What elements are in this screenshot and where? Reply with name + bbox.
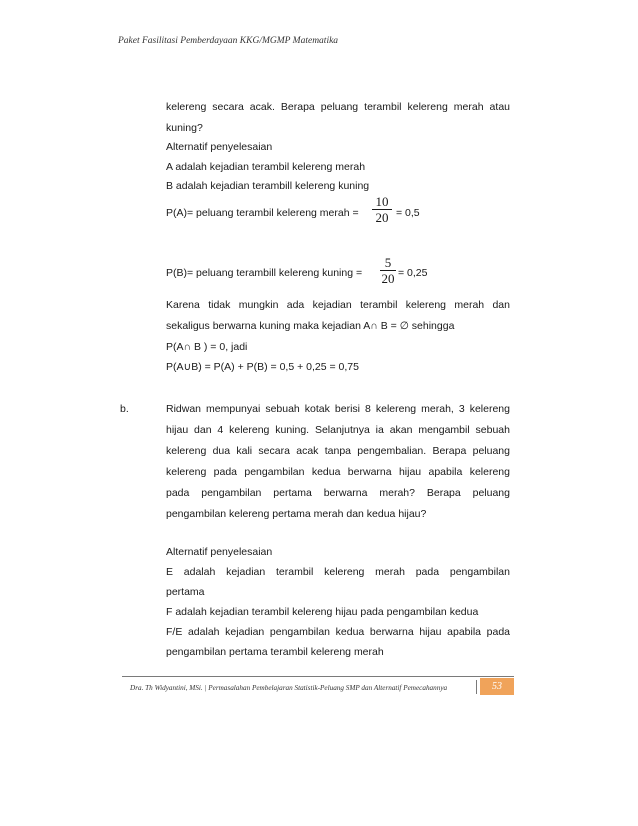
pa-denominator: 20 [375, 210, 389, 225]
intro-line-1: kelereng secara acak. Berapa peluang terambil kelereng merah atau [166, 101, 510, 113]
solution-heading-a: Alternatif penyelesaian [166, 141, 273, 153]
pa-result: = 0,5 [396, 207, 420, 219]
pb-label: P(B)= peluang terambill kelereng kuning = [166, 267, 363, 279]
page-number: 53 [480, 678, 514, 695]
pa-numerator: 10 [375, 194, 389, 209]
intro-line-2: kuning? [166, 122, 203, 134]
definition-fe-line-2: pengambilan pertama terambil kelereng merah [166, 646, 384, 658]
question-line-5: pada pengambilan pertama berwarna merah? Berapa peluang [166, 487, 510, 499]
pb-result: = 0,25 [398, 267, 428, 279]
footer-text: Dra. Th Widyantini, MSi. | Permasalahan Pembelajaran Statistik-Peluang SMP dan Alternatif Pemecahannya [130, 684, 448, 692]
definition-e-line-2: pertama [166, 586, 205, 598]
question-line-2: hijau dan 4 kelereng kuning. Selanjutnya ia akan mengambil sebuah [166, 424, 510, 436]
definition-f: F adalah kejadian terambil kelereng hijau pada pengambilan kedua [166, 606, 479, 618]
footer-rule [122, 676, 514, 677]
reason-line-1: Karena tidak mungkin ada kejadian terambil kelereng merah dan [166, 299, 510, 311]
pa-fraction [372, 194, 392, 226]
reason-line-2: sekaligus berwarna kuning maka kejadian A∩ B = ∅ sehingga [166, 320, 455, 332]
pb-numerator: 5 [384, 255, 392, 270]
definition-a: A adalah kejadian terambil kelereng merah [166, 161, 366, 173]
pb-denominator: 20 [381, 271, 395, 286]
item-marker-b: b. [120, 403, 129, 415]
footer-separator [476, 680, 477, 694]
intersection-line: P(A∩ B ) = 0, jadi [166, 341, 248, 353]
pa-label: P(A)= peluang terambil kelereng merah = [166, 207, 359, 219]
question-line-4: kelereng pada pengambilan kedua berwarna hijau apabila kelereng [166, 466, 510, 478]
question-line-1: Ridwan mempunyai sebuah kotak berisi 8 kelereng merah, 3 kelereng [166, 403, 510, 415]
running-header: Paket Fasilitasi Pemberdayaan KKG/MGMP Matematika [118, 36, 339, 46]
pb-fraction [380, 255, 396, 287]
definition-e-line-1: E adalah kejadian terambil kelereng merah pada pengambilan [166, 566, 510, 578]
solution-heading-b: Alternatif penyelesaian [166, 546, 273, 558]
definition-b: B adalah kejadian terambill kelereng kuning [166, 180, 370, 192]
question-line-3: kelereng dua kali secara acak tanpa pengembalian. Berapa peluang [166, 445, 510, 457]
definition-fe-line-1: F/E adalah kejadian pengambilan kedua berwarna hijau apabila pada [166, 626, 510, 638]
question-line-6: pengambilan kelereng pertama merah dan kedua hijau? [166, 508, 427, 520]
union-line: P(A∪B) = P(A) + P(B) = 0,5 + 0,25 = 0,75 [166, 361, 359, 373]
